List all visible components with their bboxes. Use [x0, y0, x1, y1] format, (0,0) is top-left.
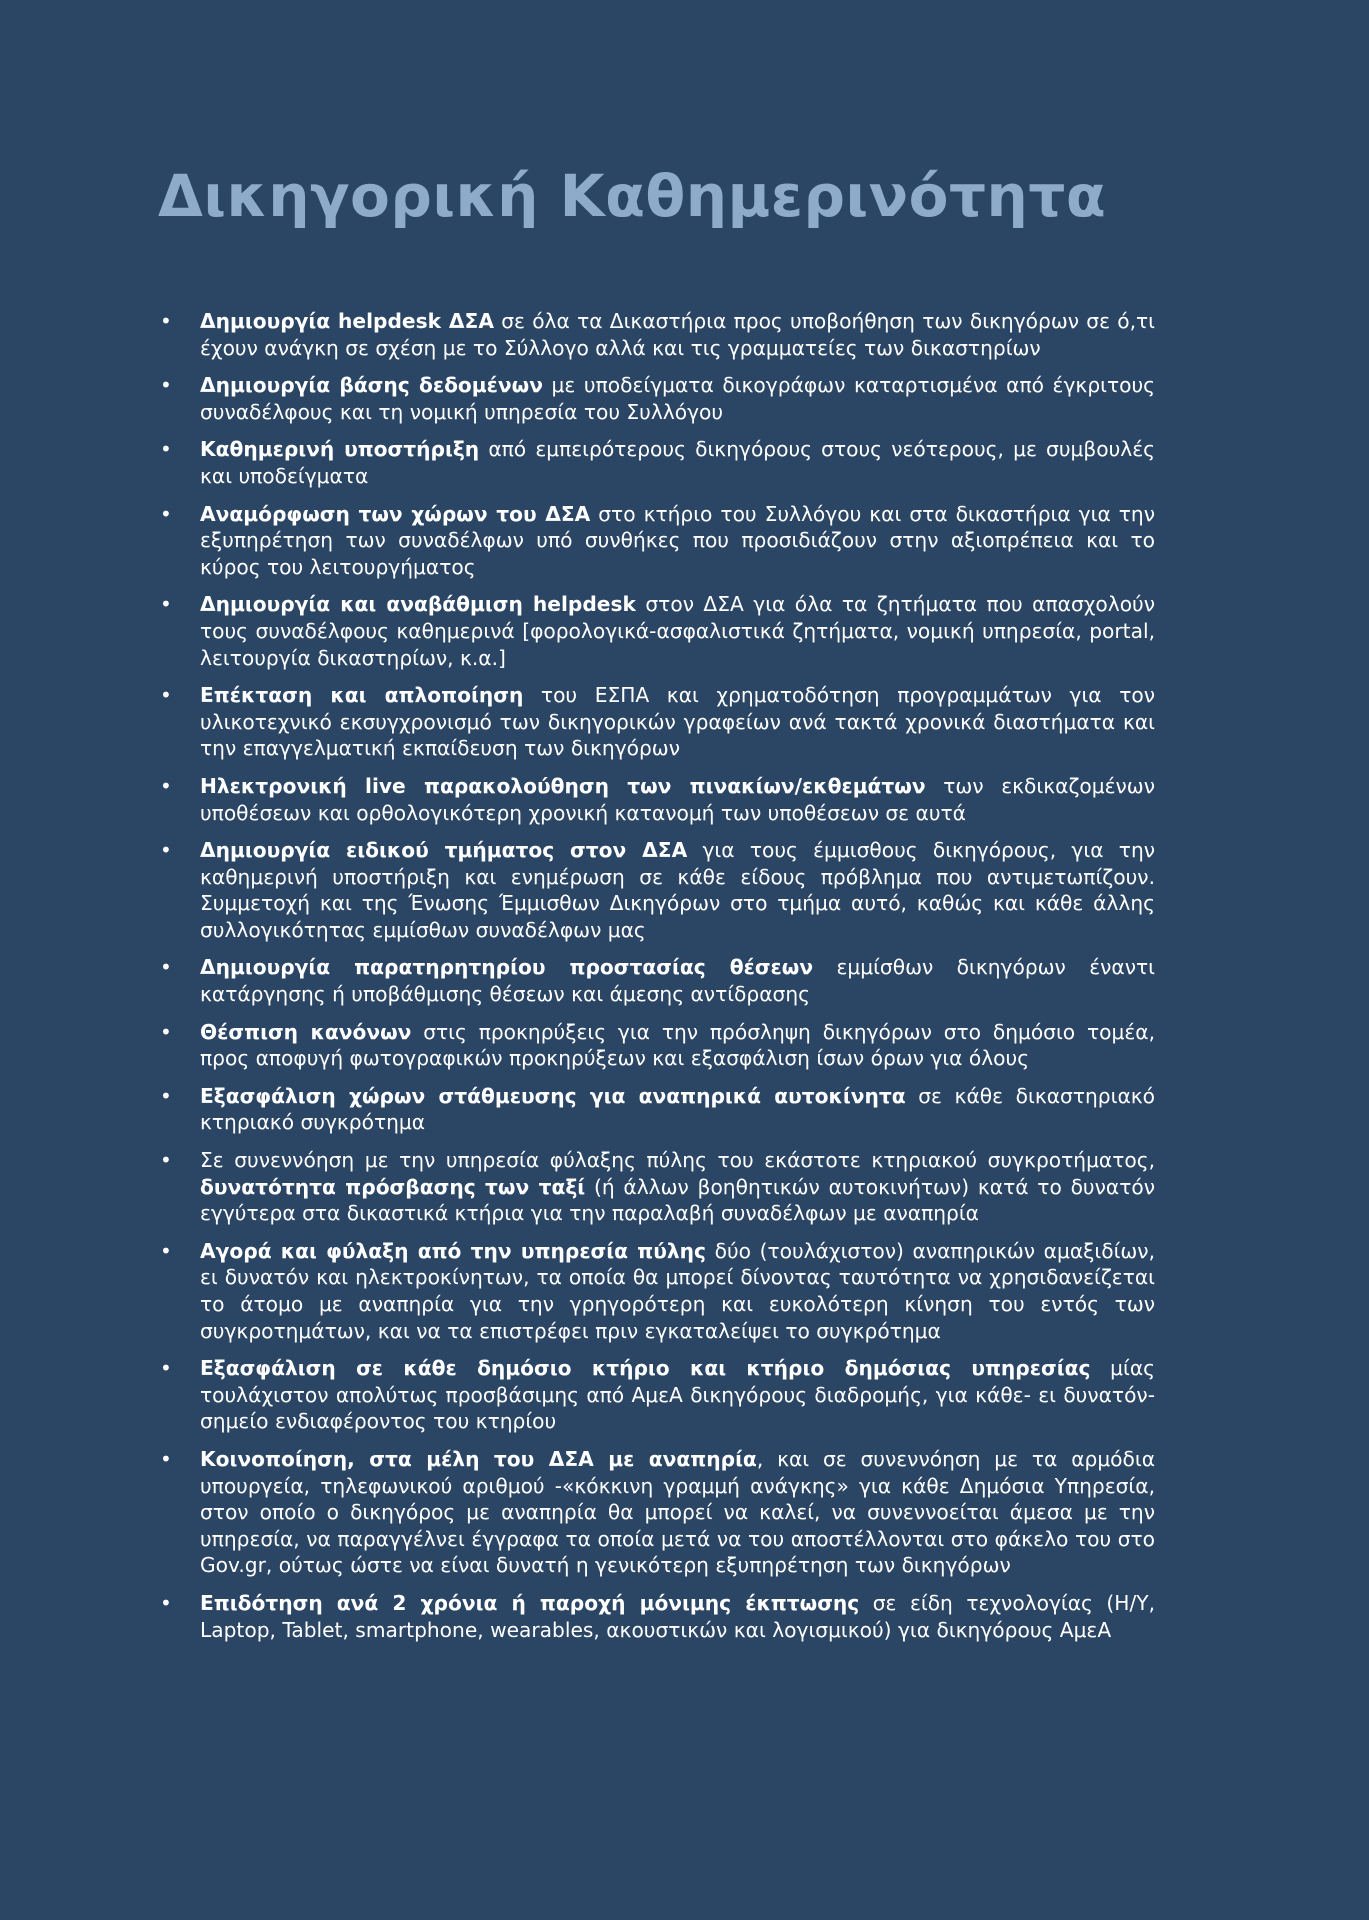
bullet-icon: •: [160, 437, 172, 462]
list-item-text: [200, 437, 1155, 488]
list-item-highlight: Κοινοποίηση, στα μέλη του ΔΣΑ με αναπηρία: [200, 1446, 757, 1471]
list-item-body: από εμπειρότερους δικηγόρους στους νεότερους, με συμβουλές και υποδείγματα: [200, 437, 1155, 488]
list-item: [160, 1590, 1155, 1643]
list-item-text: [200, 1020, 1155, 1071]
list-item-highlight: Δημιουργία helpdesk ΔΣΑ: [200, 309, 494, 333]
list-item: [160, 501, 1155, 581]
list-item-highlight: Καθημερινή υποστήριξη: [200, 437, 480, 462]
bullet-icon: •: [160, 373, 172, 398]
list-item-body: (ή άλλων βοηθητικών αυτοκινήτων) κατά το δυνατόν εγγύτερα στα δικαστικά κτήρια για την παραλαβή συναδέλφων με αναπηρία: [200, 1174, 1155, 1226]
list-item: [160, 1238, 1155, 1344]
list-item-body: για τους έμμισθους δικηγόρους, για την καθημερινή υποστήριξη και ενημέρωση σε κάθε είδους πρόβλημα που αντιμετωπίζουν. Συμμετοχή και της Ένωσης Έμμισθων Δικηγόρων στο τμήμα αυτό, καθώς και κάθε άλλης συλλογικότητας εμμίσθων συναδέλφων μας: [200, 838, 1156, 942]
list-item-text: [200, 1591, 1155, 1642]
list-item-body: σε είδη τεχνολογίας (Η/Υ, Laptop, Tablet, smartphone, wearables, ακουστικών και λογισμικού) για δικηγόρους ΑμεΑ: [200, 1590, 1155, 1642]
bullet-icon: •: [160, 1083, 172, 1108]
list-item-highlight: Ηλεκτρονική live παρακολούθηση των πινακίων/εκθεμάτων: [200, 773, 926, 798]
list-item-highlight: Αγορά και φύλαξη από την υπηρεσία πύλης: [200, 1238, 706, 1263]
list-item-text: [200, 309, 1155, 360]
bullet-icon: •: [160, 683, 172, 708]
list-item: [160, 954, 1155, 1007]
list-item-highlight: δυνατότητα πρόσβασης των ταξί: [200, 1174, 586, 1199]
list-item-body: εμμίσθων δικηγόρων έναντι κατάργησης ή υποβάθμισης θέσεων και άμεσης αντίδρασης: [200, 955, 1155, 1007]
list-item-body: των εκδικαζομένων υποθέσεων και ορθολογικότερη χρονική κατανομή των υποθέσεων σε αυτά: [200, 773, 1155, 825]
list-item-body: στον ΔΣΑ για όλα τα ζητήματα που απασχολούν τους συναδέλφους καθημερινά [φορολογικά-ασφαλιστικά ζητήματα, νομική υπηρεσία, portal, λειτουργία δικαστηρίων, κ.α.]: [200, 592, 1156, 670]
list-item: [160, 372, 1155, 425]
list-item-text: [200, 1447, 1155, 1577]
list-item-text: [200, 1084, 1155, 1135]
list-item: [160, 1446, 1155, 1579]
list-item-body: δύο (τουλάχιστον) αναπηρικών αμαξιδίων, ει δυνατόν και ηλεκτροκίνητων, τα οποία θα μπορεί δίνοντας ταυτότητα να χρησιδανείζεται το άτομο με αναπηρία για την γρηγορότερη και ευκολότερη κίνηση του εντός των συγκροτημάτων, και να τα επιστρέφει πριν εγκαταλείψει το συγκρότημα: [200, 1238, 1155, 1343]
page-title: Δικηγορική Καθημερινότητα: [158, 162, 1107, 230]
list-item: [160, 1083, 1155, 1136]
list-item: [160, 591, 1155, 671]
bullet-icon: •: [160, 955, 172, 980]
list-item-body: του ΕΣΠΑ και χρηματοδότηση προγραμμάτων για τον υλικοτεχνικό εκσυγχρονισμό των δικηγορικών γραφείων ανά τακτά χρονικά διαστήματα και την επαγγελματική εκπαίδευση των δικηγόρων: [200, 683, 1155, 761]
bullet-icon: •: [160, 1238, 172, 1263]
list-item-body: σε κάθε δικαστηριακό κτηριακό συγκρότημα: [200, 1083, 1155, 1135]
list-item-text: [200, 1239, 1155, 1343]
list-item: [160, 1355, 1155, 1435]
list-item-body: , και σε συνεννόηση με τα αρμόδια υπουργεία, τηλεφωνικού αριθμού -«κόκκινη γραμμή ανάγκης» για κάθε Δημόσια Υπηρεσία, στον οποίο ο δικηγόρος με αναπηρία θα μπορεί να καλεί, να συνεννοείται άμεσα με την υπηρεσία, να παραγγέλνει έγγραφα τα οποία μετά να του αποστέλλονται στο φάκελο του στο Gov.gr, ούτως ώστε να είναι δυνατή η γενικότερη εξυπηρέτηση των δικηγόρων: [200, 1446, 1156, 1578]
list-item-text: [200, 955, 1155, 1006]
list-item-highlight: Επιδότηση ανά 2 χρόνια ή παροχή μόνιμης έκπτωσης: [200, 1590, 860, 1615]
bullet-icon: •: [160, 309, 172, 333]
list-item-text: [200, 683, 1155, 760]
list-item-body: στις προκηρύξεις για την πρόσληψη δικηγόρων στο δημόσιο τομέα, προς αποφυγή φωτογραφικών προκηρύξεων και εξασφάλιση ίσων όρων για όλους: [200, 1019, 1155, 1071]
list-item-body: με υποδείγματα δικογράφων καταρτισμένα από έγκριτους συναδέλφους και τη νομική υπηρεσία του Συλλόγου: [200, 373, 1155, 424]
list-item-highlight: Επέκταση και απλοποίηση: [200, 683, 524, 708]
list-item-highlight: Δημιουργία ειδικού τμήματος στον ΔΣΑ: [200, 838, 688, 863]
bullet-icon: •: [160, 1590, 172, 1615]
bullet-icon: •: [160, 1356, 172, 1381]
list-item: [160, 308, 1155, 361]
list-item: [160, 1147, 1155, 1227]
list-item-text: [200, 592, 1155, 669]
list-item: [160, 837, 1155, 943]
list-item: [160, 1019, 1155, 1072]
list-item-text: [200, 838, 1155, 942]
list-item-body: στο κτήριο του Συλλόγου και στα δικαστήρια για την εξυπηρέτηση των συναδέλφων υπό συνθήκες που προσιδιάζουν στην αξιοπρέπεια και το κύρος του λειτουργήματος: [200, 501, 1155, 579]
bullet-icon: •: [160, 501, 172, 526]
list-item: [160, 773, 1155, 826]
bullet-list: [160, 308, 1155, 1654]
bullet-icon: •: [160, 1019, 172, 1044]
list-item-text: [200, 502, 1155, 579]
list-item-highlight: Δημιουργία βάσης δεδομένων: [200, 373, 543, 398]
list-item-body: μίας τουλάχιστον απολύτως προσβάσιμης από ΑμεΑ δικηγόρους διαδρομής, για κάθε- ει δυνατόν- σημείο ενδιαφέροντος του κτηρίου: [200, 1356, 1156, 1434]
list-item-lead-text: Σε συνεννόηση με την υπηρεσία φύλαξης πύλης του εκάστοτε κτηριακού συγκροτήματος,: [200, 1148, 1155, 1173]
bullet-icon: •: [160, 773, 172, 798]
list-item-text: [200, 1148, 1155, 1225]
bullet-icon: •: [160, 1446, 172, 1471]
list-item-highlight: Αναμόρφωση των χώρων του ΔΣΑ: [200, 501, 591, 526]
list-item-highlight: Δημιουργία παρατηρητηρίου προστασίας θέσεων: [200, 955, 814, 980]
bullet-icon: •: [160, 592, 172, 617]
list-item-text: [200, 774, 1155, 825]
bullet-icon: •: [160, 1148, 172, 1173]
list-item-text: [200, 373, 1155, 424]
list-item: [160, 436, 1155, 489]
list-item-highlight: Εξασφάλιση σε κάθε δημόσιο κτήριο και κτήριο δημόσιας υπηρεσίας: [200, 1356, 1091, 1381]
bullet-icon: •: [160, 838, 172, 863]
list-item-highlight: Δημιουργία και αναβάθμιση helpdesk: [200, 592, 636, 617]
list-item: [160, 682, 1155, 762]
list-item-highlight: Θέσπιση κανόνων: [200, 1019, 412, 1044]
list-item-highlight: Εξασφάλιση χώρων στάθμευσης για αναπηρικά αυτοκίνητα: [200, 1083, 906, 1108]
list-item-body: σε όλα τα Δικαστήρια προς υποβοήθηση των δικηγόρων σε ό,τι έχουν ανάγκη σε σχέση με το Σύλλογο αλλά και τις γραμματείες των δικαστηρίων: [200, 309, 1155, 360]
list-item-text: [200, 1356, 1155, 1433]
